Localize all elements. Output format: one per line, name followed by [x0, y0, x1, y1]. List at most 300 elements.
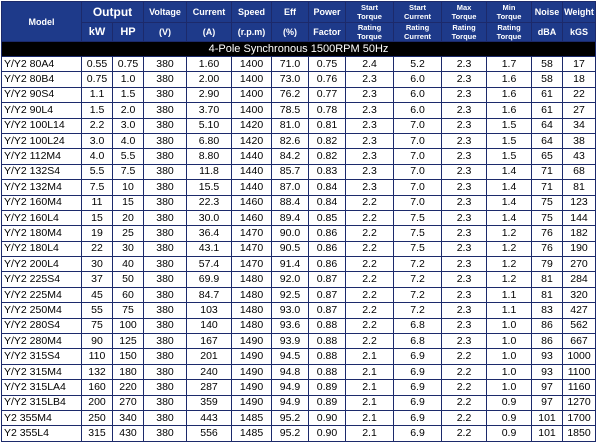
- cell-start-current-ratio: 6.8: [394, 318, 442, 333]
- col-sub-start-current: [394, 23, 442, 42]
- cell-speed: 1440: [232, 180, 272, 195]
- cell-noise: 71: [532, 164, 563, 179]
- cell-weight: 1270: [563, 395, 596, 410]
- min-torque-line-4: Torque: [496, 32, 522, 41]
- cell-min-torque-ratio: 1.4: [487, 210, 532, 225]
- cell-hp: 3.0: [113, 118, 144, 133]
- cell-noise: 86: [532, 334, 563, 349]
- cell-voltage: 380: [144, 180, 187, 195]
- cell-current: 1.60: [187, 57, 232, 72]
- cell-voltage: 380: [144, 303, 187, 318]
- cell-max-torque-ratio: 2.3: [442, 257, 487, 272]
- cell-hp: 150: [113, 349, 144, 364]
- cell-start-torque-ratio: 2.3: [346, 72, 394, 87]
- cell-min-torque-ratio: 1.7: [487, 57, 532, 72]
- cell-speed: 1470: [232, 226, 272, 241]
- cell-max-torque-ratio: 2.3: [442, 287, 487, 302]
- col-header-kw: kW: [82, 23, 113, 42]
- cell-power-factor: 0.88: [309, 334, 346, 349]
- cell-power-factor: 0.76: [309, 72, 346, 87]
- cell-min-torque-ratio: 1.6: [487, 72, 532, 87]
- cell-current: 2.00: [187, 72, 232, 87]
- cell-max-torque-ratio: 2.3: [442, 303, 487, 318]
- cell-hp: 430: [113, 426, 144, 441]
- table-row: [2, 72, 596, 87]
- cell-min-torque-ratio: 1.4: [487, 180, 532, 195]
- section-band: [2, 42, 596, 57]
- cell-power-factor: 0.90: [309, 410, 346, 425]
- start-torque-line-3: Rating: [357, 23, 382, 32]
- start-torque-line-2: Torque: [357, 12, 382, 21]
- cell-kw: 55: [82, 303, 113, 318]
- start-torque-line-4: Torque: [357, 32, 382, 41]
- cell-model: Y/Y2 315S4: [2, 349, 82, 364]
- cell-eff: 84.2: [272, 149, 309, 164]
- cell-eff: 92.5: [272, 287, 309, 302]
- cell-kw: 1.1: [82, 87, 113, 102]
- cell-kw: 7.5: [82, 180, 113, 195]
- cell-hp: 1.5: [113, 87, 144, 102]
- col-header-voltage: Voltage: [144, 2, 187, 23]
- cell-noise: 76: [532, 226, 563, 241]
- cell-start-current-ratio: 5.2: [394, 57, 442, 72]
- table-row: [2, 241, 596, 256]
- cell-speed: 1480: [232, 272, 272, 287]
- cell-speed: 1400: [232, 57, 272, 72]
- cell-eff: 94.8: [272, 364, 309, 379]
- col-unit-voltage: (V): [144, 23, 187, 42]
- cell-start-torque-ratio: 2.3: [346, 103, 394, 118]
- cell-kw: 200: [82, 395, 113, 410]
- cell-eff: 85.7: [272, 164, 309, 179]
- cell-current: 167: [187, 334, 232, 349]
- cell-eff: 78.5: [272, 103, 309, 118]
- cell-start-current-ratio: 6.9: [394, 410, 442, 425]
- cell-max-torque-ratio: 2.3: [442, 87, 487, 102]
- cell-voltage: 380: [144, 395, 187, 410]
- cell-voltage: 380: [144, 87, 187, 102]
- cell-kw: 11: [82, 195, 113, 210]
- cell-kw: 37: [82, 272, 113, 287]
- col-unit-weight: kGS: [563, 23, 596, 42]
- cell-model: Y/Y2 315LB4: [2, 395, 82, 410]
- cell-kw: 30: [82, 257, 113, 272]
- cell-speed: 1440: [232, 149, 272, 164]
- cell-voltage: 380: [144, 226, 187, 241]
- cell-start-torque-ratio: 2.2: [346, 210, 394, 225]
- cell-speed: 1480: [232, 303, 272, 318]
- start-current-line-3: Rating: [405, 23, 430, 32]
- cell-noise: 93: [532, 349, 563, 364]
- cell-kw: 2.2: [82, 118, 113, 133]
- cell-model: Y/Y2 200L4: [2, 257, 82, 272]
- cell-hp: 25: [113, 226, 144, 241]
- cell-current: 69.9: [187, 272, 232, 287]
- col-sub-min-torque: [487, 23, 532, 42]
- cell-start-torque-ratio: 2.2: [346, 226, 394, 241]
- cell-power-factor: 0.87: [309, 272, 346, 287]
- cell-start-torque-ratio: 2.1: [346, 410, 394, 425]
- cell-eff: 73.0: [272, 72, 309, 87]
- col-sub-power: Factor: [309, 23, 346, 42]
- cell-eff: 94.9: [272, 380, 309, 395]
- cell-noise: 97: [532, 395, 563, 410]
- cell-voltage: 380: [144, 72, 187, 87]
- cell-start-current-ratio: 6.0: [394, 87, 442, 102]
- cell-hp: 10: [113, 180, 144, 195]
- cell-speed: 1400: [232, 103, 272, 118]
- cell-max-torque-ratio: 2.2: [442, 426, 487, 441]
- cell-max-torque-ratio: 2.2: [442, 395, 487, 410]
- cell-max-torque-ratio: 2.3: [442, 334, 487, 349]
- cell-voltage: 380: [144, 287, 187, 302]
- cell-hp: 100: [113, 318, 144, 333]
- cell-eff: 71.0: [272, 57, 309, 72]
- table-row: [2, 164, 596, 179]
- start-current-line-1: Start: [408, 3, 427, 12]
- cell-weight: 81: [563, 180, 596, 195]
- cell-start-torque-ratio: 2.3: [346, 164, 394, 179]
- cell-start-torque-ratio: 2.3: [346, 149, 394, 164]
- cell-start-current-ratio: 6.9: [394, 380, 442, 395]
- cell-kw: 4.0: [82, 149, 113, 164]
- cell-min-torque-ratio: 1.0: [487, 380, 532, 395]
- cell-model: Y/Y2 225M4: [2, 287, 82, 302]
- cell-max-torque-ratio: 2.3: [442, 318, 487, 333]
- motor-spec-sheet: [1, 1, 595, 442]
- cell-start-current-ratio: 6.0: [394, 72, 442, 87]
- cell-start-torque-ratio: 2.2: [346, 241, 394, 256]
- col-header-model: Model: [2, 2, 82, 42]
- cell-start-current-ratio: 7.0: [394, 133, 442, 148]
- cell-start-torque-ratio: 2.2: [346, 318, 394, 333]
- cell-weight: 18: [563, 72, 596, 87]
- cell-min-torque-ratio: 1.0: [487, 349, 532, 364]
- cell-start-current-ratio: 6.8: [394, 334, 442, 349]
- cell-voltage: 380: [144, 272, 187, 287]
- cell-voltage: 380: [144, 118, 187, 133]
- cell-current: 6.80: [187, 133, 232, 148]
- cell-speed: 1440: [232, 164, 272, 179]
- cell-model: Y/Y2 160M4: [2, 195, 82, 210]
- table-row: [2, 395, 596, 410]
- max-torque-line-4: Torque: [451, 32, 477, 41]
- cell-power-factor: 0.89: [309, 380, 346, 395]
- table-row: [2, 334, 596, 349]
- cell-speed: 1420: [232, 118, 272, 133]
- cell-speed: 1470: [232, 241, 272, 256]
- cell-max-torque-ratio: 2.3: [442, 226, 487, 241]
- cell-eff: 90.5: [272, 241, 309, 256]
- cell-max-torque-ratio: 2.3: [442, 118, 487, 133]
- cell-current: 5.10: [187, 118, 232, 133]
- col-header-current: Current: [187, 2, 232, 23]
- cell-current: 43.1: [187, 241, 232, 256]
- cell-power-factor: 0.83: [309, 164, 346, 179]
- cell-hp: 125: [113, 334, 144, 349]
- cell-start-current-ratio: 6.9: [394, 426, 442, 441]
- cell-noise: 76: [532, 241, 563, 256]
- cell-model: Y/Y2 180L4: [2, 241, 82, 256]
- table-row: [2, 149, 596, 164]
- cell-noise: 75: [532, 210, 563, 225]
- cell-speed: 1420: [232, 133, 272, 148]
- cell-hp: 0.75: [113, 57, 144, 72]
- cell-start-current-ratio: 6.0: [394, 103, 442, 118]
- cell-power-factor: 0.82: [309, 133, 346, 148]
- cell-weight: 144: [563, 210, 596, 225]
- cell-max-torque-ratio: 2.3: [442, 180, 487, 195]
- cell-model: Y/Y2 90S4: [2, 87, 82, 102]
- cell-start-torque-ratio: 2.1: [346, 380, 394, 395]
- cell-start-torque-ratio: 2.3: [346, 133, 394, 148]
- table-row: [2, 180, 596, 195]
- col-header-hp: HP: [113, 23, 144, 42]
- cell-eff: 76.2: [272, 87, 309, 102]
- cell-start-current-ratio: 7.0: [394, 118, 442, 133]
- cell-eff: 91.4: [272, 257, 309, 272]
- cell-power-factor: 0.89: [309, 395, 346, 410]
- cell-noise: 75: [532, 195, 563, 210]
- cell-max-torque-ratio: 2.2: [442, 410, 487, 425]
- start-current-line-2: Current: [403, 12, 432, 21]
- min-torque-line-1: Min: [502, 3, 516, 12]
- cell-weight: 427: [563, 303, 596, 318]
- cell-current: 443: [187, 410, 232, 425]
- cell-model: Y/Y2 225S4: [2, 272, 82, 287]
- cell-noise: 81: [532, 287, 563, 302]
- cell-voltage: 380: [144, 195, 187, 210]
- cell-min-torque-ratio: 1.5: [487, 133, 532, 148]
- cell-speed: 1400: [232, 72, 272, 87]
- cell-min-torque-ratio: 1.4: [487, 195, 532, 210]
- cell-eff: 87.0: [272, 180, 309, 195]
- cell-start-torque-ratio: 2.2: [346, 272, 394, 287]
- cell-hp: 50: [113, 272, 144, 287]
- cell-start-torque-ratio: 2.2: [346, 303, 394, 318]
- cell-weight: 123: [563, 195, 596, 210]
- cell-start-current-ratio: 6.9: [394, 349, 442, 364]
- cell-start-current-ratio: 7.2: [394, 287, 442, 302]
- cell-eff: 94.5: [272, 349, 309, 364]
- cell-start-current-ratio: 7.0: [394, 149, 442, 164]
- cell-weight: 182: [563, 226, 596, 241]
- table-row: [2, 287, 596, 302]
- cell-current: 240: [187, 364, 232, 379]
- cell-min-torque-ratio: 1.2: [487, 241, 532, 256]
- cell-noise: 64: [532, 133, 563, 148]
- cell-model: Y/Y2 100L14: [2, 118, 82, 133]
- table-row: [2, 103, 596, 118]
- cell-max-torque-ratio: 2.3: [442, 164, 487, 179]
- cell-power-factor: 0.82: [309, 149, 346, 164]
- cell-voltage: 380: [144, 149, 187, 164]
- cell-kw: 3.0: [82, 133, 113, 148]
- table-row: [2, 272, 596, 287]
- col-sub-max-torque: [442, 23, 487, 42]
- cell-speed: 1490: [232, 380, 272, 395]
- cell-start-current-ratio: 7.5: [394, 210, 442, 225]
- cell-max-torque-ratio: 2.3: [442, 195, 487, 210]
- cell-min-torque-ratio: 1.0: [487, 364, 532, 379]
- cell-hp: 340: [113, 410, 144, 425]
- cell-kw: 75: [82, 318, 113, 333]
- table-row: [2, 364, 596, 379]
- cell-max-torque-ratio: 2.3: [442, 133, 487, 148]
- cell-model: Y/Y2 112M4: [2, 149, 82, 164]
- start-torque-line-1: Start: [360, 3, 379, 12]
- cell-kw: 90: [82, 334, 113, 349]
- cell-voltage: 380: [144, 133, 187, 148]
- cell-speed: 1490: [232, 334, 272, 349]
- cell-model: Y/Y2 250M4: [2, 303, 82, 318]
- cell-voltage: 380: [144, 334, 187, 349]
- cell-min-torque-ratio: 1.4: [487, 164, 532, 179]
- cell-weight: 1100: [563, 364, 596, 379]
- cell-power-factor: 0.86: [309, 226, 346, 241]
- cell-eff: 82.6: [272, 133, 309, 148]
- cell-current: 84.7: [187, 287, 232, 302]
- table-row: [2, 87, 596, 102]
- cell-voltage: 380: [144, 241, 187, 256]
- cell-speed: 1460: [232, 210, 272, 225]
- cell-current: 2.90: [187, 87, 232, 102]
- table-row: [2, 426, 596, 441]
- col-unit-eff: (%): [272, 23, 309, 42]
- cell-model: Y/Y2 315LA4: [2, 380, 82, 395]
- cell-start-torque-ratio: 2.2: [346, 287, 394, 302]
- col-unit-current: (A): [187, 23, 232, 42]
- cell-current: 359: [187, 395, 232, 410]
- cell-weight: 68: [563, 164, 596, 179]
- cell-max-torque-ratio: 2.3: [442, 241, 487, 256]
- cell-hp: 30: [113, 241, 144, 256]
- cell-noise: 71: [532, 180, 563, 195]
- start-current-line-4: Current: [403, 32, 432, 41]
- cell-min-torque-ratio: 1.6: [487, 103, 532, 118]
- col-sub-start-torque: [346, 23, 394, 42]
- cell-weight: 270: [563, 257, 596, 272]
- table-row: [2, 57, 596, 72]
- col-header-output: Output: [82, 2, 144, 23]
- cell-eff: 94.9: [272, 395, 309, 410]
- cell-voltage: 380: [144, 57, 187, 72]
- cell-kw: 1.5: [82, 103, 113, 118]
- cell-power-factor: 0.85: [309, 210, 346, 225]
- cell-start-current-ratio: 7.2: [394, 303, 442, 318]
- cell-weight: 562: [563, 318, 596, 333]
- table-row: [2, 410, 596, 425]
- cell-speed: 1470: [232, 257, 272, 272]
- cell-max-torque-ratio: 2.2: [442, 349, 487, 364]
- cell-power-factor: 0.75: [309, 57, 346, 72]
- cell-power-factor: 0.84: [309, 180, 346, 195]
- col-header-start-current: [394, 2, 442, 23]
- cell-eff: 92.0: [272, 272, 309, 287]
- cell-weight: 1000: [563, 349, 596, 364]
- cell-power-factor: 0.81: [309, 118, 346, 133]
- cell-max-torque-ratio: 2.3: [442, 149, 487, 164]
- header-row-2: [2, 23, 596, 42]
- cell-power-factor: 0.86: [309, 241, 346, 256]
- cell-voltage: 380: [144, 164, 187, 179]
- cell-max-torque-ratio: 2.2: [442, 380, 487, 395]
- table-row: [2, 226, 596, 241]
- cell-weight: 38: [563, 133, 596, 148]
- cell-kw: 0.75: [82, 72, 113, 87]
- cell-eff: 95.2: [272, 426, 309, 441]
- cell-noise: 101: [532, 426, 563, 441]
- cell-start-current-ratio: 6.9: [394, 395, 442, 410]
- cell-hp: 2.0: [113, 103, 144, 118]
- cell-eff: 95.2: [272, 410, 309, 425]
- cell-max-torque-ratio: 2.3: [442, 272, 487, 287]
- cell-weight: 34: [563, 118, 596, 133]
- cell-noise: 58: [532, 57, 563, 72]
- col-header-noise: Noise: [532, 2, 563, 23]
- cell-start-torque-ratio: 2.1: [346, 349, 394, 364]
- cell-current: 15.5: [187, 180, 232, 195]
- col-unit-speed: (r.p.m): [232, 23, 272, 42]
- cell-min-torque-ratio: 1.1: [487, 303, 532, 318]
- cell-hp: 180: [113, 364, 144, 379]
- cell-start-current-ratio: 7.2: [394, 272, 442, 287]
- col-header-weight: Weight: [563, 2, 596, 23]
- cell-kw: 315: [82, 426, 113, 441]
- cell-model: Y/Y2 100L24: [2, 133, 82, 148]
- cell-weight: 22: [563, 87, 596, 102]
- cell-max-torque-ratio: 2.3: [442, 72, 487, 87]
- cell-kw: 132: [82, 364, 113, 379]
- cell-start-torque-ratio: 2.3: [346, 118, 394, 133]
- cell-model: Y2 355M4: [2, 410, 82, 425]
- cell-min-torque-ratio: 1.2: [487, 272, 532, 287]
- cell-noise: 97: [532, 380, 563, 395]
- cell-kw: 160: [82, 380, 113, 395]
- cell-min-torque-ratio: 1.5: [487, 149, 532, 164]
- cell-weight: 284: [563, 272, 596, 287]
- cell-speed: 1460: [232, 195, 272, 210]
- cell-model: Y/Y2 132M4: [2, 180, 82, 195]
- table-row: [2, 318, 596, 333]
- cell-min-torque-ratio: 0.9: [487, 395, 532, 410]
- cell-max-torque-ratio: 2.3: [442, 210, 487, 225]
- cell-min-torque-ratio: 0.9: [487, 410, 532, 425]
- cell-voltage: 380: [144, 257, 187, 272]
- cell-model: Y/Y2 280S4: [2, 318, 82, 333]
- cell-weight: 1160: [563, 380, 596, 395]
- cell-current: 3.70: [187, 103, 232, 118]
- cell-start-current-ratio: 7.2: [394, 257, 442, 272]
- cell-power-factor: 0.77: [309, 87, 346, 102]
- cell-current: 140: [187, 318, 232, 333]
- cell-kw: 5.5: [82, 164, 113, 179]
- col-header-max-torque: [442, 2, 487, 23]
- section-title: 4-Pole Synchronous 1500RPM 50Hz: [2, 42, 596, 57]
- min-torque-line-2: Torque: [496, 12, 522, 21]
- cell-weight: 43: [563, 149, 596, 164]
- cell-power-factor: 0.87: [309, 287, 346, 302]
- cell-speed: 1400: [232, 87, 272, 102]
- cell-current: 30.0: [187, 210, 232, 225]
- cell-eff: 89.4: [272, 210, 309, 225]
- cell-start-current-ratio: 7.5: [394, 226, 442, 241]
- cell-kw: 45: [82, 287, 113, 302]
- cell-min-torque-ratio: 1.5: [487, 118, 532, 133]
- cell-min-torque-ratio: 1.0: [487, 318, 532, 333]
- cell-start-torque-ratio: 2.1: [346, 395, 394, 410]
- cell-noise: 61: [532, 103, 563, 118]
